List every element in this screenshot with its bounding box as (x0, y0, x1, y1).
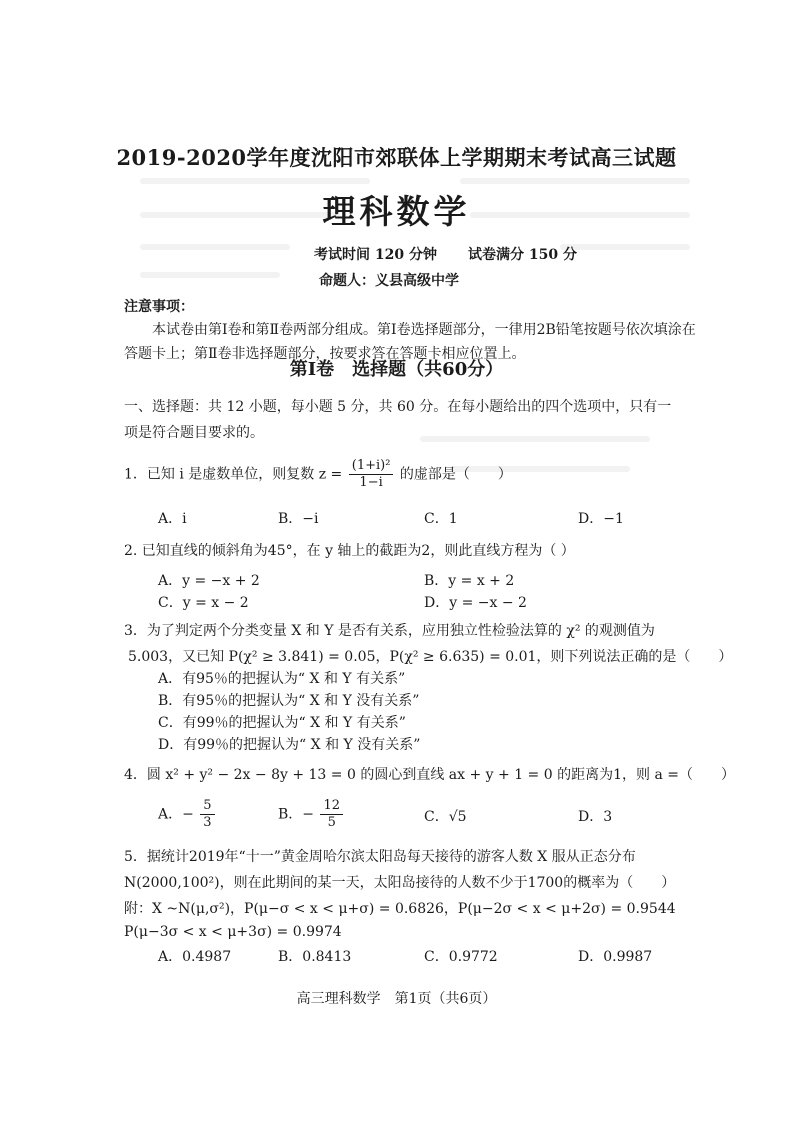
q3-option-a: A．有95％的把握认为“ X 和 Y 有关系” (158, 671, 406, 687)
q4-option-b (278, 798, 345, 831)
q4-option-d: D．3 (578, 809, 613, 825)
question-3-stem-2: 5.003，又已知 P(χ² ≥ 3.841) = 0.05，P(χ² ≥ 6.635) = 0.01，则下列说法正确的是（ ） (128, 649, 733, 665)
q1-option-b: B．−i (278, 511, 319, 527)
question-5-stem-1: 5．据统计2019年“十一”黄金周哈尔滨太阳岛每天接待的游客人数 X 服从正态分布 (124, 849, 636, 865)
fraction-denominator: 5 (327, 815, 336, 830)
subject-title: 理科数学 (322, 192, 471, 231)
q1-option-a: A．i (158, 511, 187, 527)
fraction-denominator: 3 (203, 815, 212, 830)
bleed-through-mark (140, 272, 280, 278)
question-1-stem-a: 1．已知 i 是虚数单位，则复数 z = (124, 466, 343, 483)
bleed-through-mark (460, 178, 690, 184)
author: 命题人：义县高级中学 (319, 273, 459, 289)
q4-option-a-label: A．− (158, 806, 194, 823)
bleed-through-mark (140, 244, 290, 250)
bleed-through-mark (560, 244, 690, 250)
q4-option-b-fraction (320, 798, 343, 831)
q1-option-c: C．1 (424, 511, 458, 527)
exam-time: 考试时间 120 分钟 (314, 247, 437, 263)
fraction-denominator: 1−i (359, 475, 383, 490)
q4-option-a-fraction (200, 798, 214, 831)
bleed-through-mark (140, 178, 370, 184)
question-5-stem-2: N(2000,100²)，则在此期间的某一天，太阳岛接待的人数不少于1700的概率为（ ） (124, 875, 676, 891)
full-score: 试卷满分 150 分 (468, 247, 577, 263)
q3-option-b: B．有95％的把握认为“ X 和 Y 没有关系” (158, 693, 420, 709)
q5-option-c: C．0.9772 (424, 949, 498, 965)
question-1 (124, 458, 512, 491)
exam-title: 2019-2020学年度沈阳市郊联体上学期期末考试高三试题 (116, 145, 677, 170)
fraction-numerator: 5 (200, 798, 214, 815)
question-2-stem: 2. 已知直线的倾斜角为45°，在 y 轴上的截距为2，则此直线方程为（ ） (124, 543, 575, 559)
bleed-through-mark (420, 436, 650, 442)
section-title: 第Ⅰ卷 选择题（共60分） (289, 359, 504, 380)
question-3-stem-1: 3．为了判定两个分类变量 X 和 Y 是否有关系，应用独立性检验法算的 χ² 的观测值为 (124, 623, 655, 639)
page-footer: 高三理科数学 第1页（共6页） (296, 991, 497, 1007)
q2-option-c: C．y = x − 2 (158, 595, 249, 611)
q1-option-d: D．−1 (578, 511, 624, 527)
fraction-numerator: (1+i)² (349, 458, 394, 475)
q4-option-c: C．√5 (424, 809, 467, 825)
q2-option-d: D．y = −x − 2 (424, 595, 527, 611)
question-4-stem: 4．圆 x² + y² − 2x − 8y + 13 = 0 的圆心到直线 ax + y + 1 = 0 的距离为1，则 a =（ ） (124, 767, 735, 783)
notes-heading: 注意事项： (124, 299, 194, 315)
section-intro-line2: 项是符合题目要求的。 (124, 425, 264, 441)
fraction-numerator: 12 (320, 798, 343, 815)
question-1-fraction (349, 458, 394, 491)
q5-option-d: D．0.9987 (578, 949, 653, 965)
question-5-stem-3: 附：X ~N(μ,σ²)，P(μ−σ < x < μ+σ) = 0.6826，P(μ−2σ < x < μ+2σ) = 0.9544 (124, 901, 676, 917)
q3-option-c: C．有99％的把握认为“ X 和 Y 有关系” (158, 715, 406, 731)
q3-option-d: D．有99％的把握认为“ X 和 Y 没有关系” (158, 737, 421, 753)
q2-option-a: A．y = −x + 2 (158, 573, 260, 589)
q4-option-a (158, 798, 217, 831)
question-1-stem-b: 的虚部是（ ） (399, 466, 512, 483)
notes-body: 本试卷由第Ⅰ卷和第Ⅱ卷两部分组成。第Ⅰ卷选择题部分，一律用2B铅笔按题号依次填涂在答题卡上；第Ⅱ卷非选择题部分，按要求答在答题卡相应位置上。 (124, 322, 696, 362)
q5-option-a: A．0.4987 (158, 949, 232, 965)
question-5-stem-4: P(μ−3σ < x < μ+3σ) = 0.9974 (124, 924, 342, 940)
q5-option-b: B．0.8413 (278, 949, 352, 965)
q4-option-b-label: B．− (278, 806, 315, 823)
q2-option-b: B．y = x + 2 (424, 573, 515, 589)
section-intro-line1: 一、选择题：共 12 小题，每小题 5 分，共 60 分。在每小题给出的四个选项中，只有一 (124, 399, 672, 415)
